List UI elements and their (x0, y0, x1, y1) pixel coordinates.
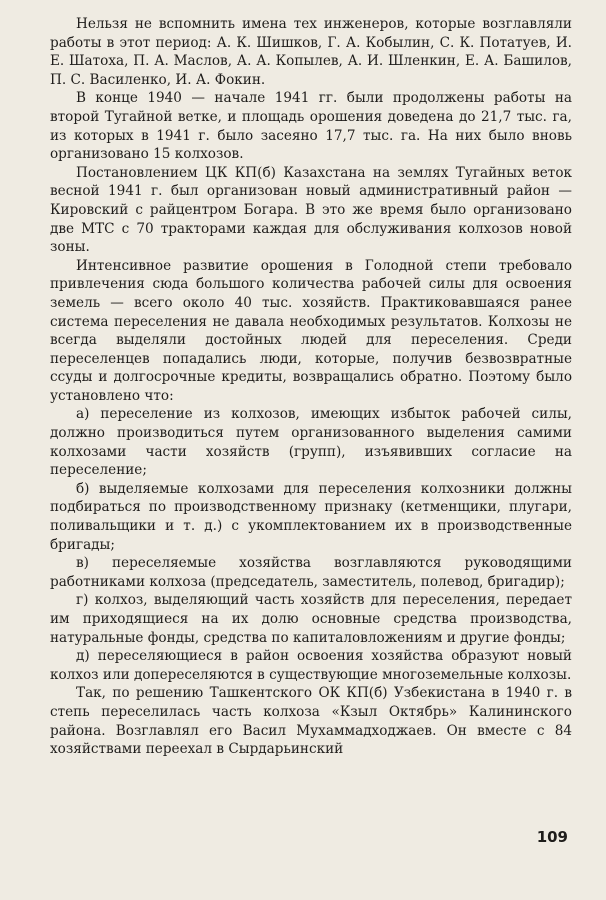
paragraph-resettlement: Интенсивное развитие орошения в Голодной степи требовало привлечения сюда большого количества рабочей силы для освоения земель — всего около 40 тыс. хозяйств. Практиковавшаяся ранее система переселения не давала необходимых результатов. Колхозы не всегда выделяли достойных людей для переселения. Среди переселенцев попадались люди, которые, получив безвозвратные ссуды и долгосрочные кредиты, возвращались обратно. Поэтому было установлено что: (50, 257, 572, 404)
list-item-b: б) выделяемые колхозами для переселения колхозники должны подбираться по производственному признаку (кетменщики, плугари, поливальщики и т. д.) с укомплектованием их в производственные бригады; (50, 480, 572, 553)
page-number: 109 (536, 828, 568, 846)
list-item-v: в) переселяемые хозяйства возглавляются руководящими работниками колхоза (председатель, заместитель, полевод, бригадир); (50, 555, 572, 590)
list-item-d: д) переселяющиеся в район освоения хозяйства образуют новый колхоз или допереселяются в существующие многоземельные колхозы. (50, 648, 572, 683)
paragraph-engineers: Нельзя не вспомнить имена тех инженеров, которые возглавляли работы в этот период: А. К. Шишков, Г. А. Кобылин, С. К. Потатуев, И. Е. Шатоха, П. А. Маслов, А. А. Копылев, А. И. Шленкин, Е. А. Башилов, П. С. Василенко, И. А. Фокин. (50, 16, 572, 88)
body-text (50, 15, 572, 759)
list-item-g: г) колхоз, выделяющий часть хозяйств для переселения, передает им приходящиеся на их долю основные средства производства, натуральные фонды, средства по капиталовложениям и другие фонды; (50, 592, 572, 646)
paragraph-kirov-district: Постановлением ЦК КП(б) Казахстана на землях Тугайных веток весной 1941 г. был организован новый административный район — Кировский с райцентром Богара. В это же время было организовано две МТС с 70 тракторами каждая для обслуживания колхозов новой зоны. (50, 164, 572, 256)
paragraph-tugai-branch: В конце 1940 — начале 1941 гг. были продолжены работы на второй Тугайной ветке, и площадь орошения доведена до 21,7 тыс. га, из которых в 1941 г. было засеяно 17,7 тыс. га. На них было вновь организовано 15 колхозов. (50, 90, 572, 163)
list-item-a: а) переселение из колхозов, имеющих избыток рабочей силы, должно производиться путем организованного выделения самими колхозами части хозяйств (групп), изъявивших согласие на переселение; (50, 406, 572, 479)
paragraph-kzyl-oktyabr: Так, по решению Ташкентского ОК КП(б) Узбекистана в 1940 г. в степь переселилась часть колхоза «Кзыл Октябрь» Калининского района. Возглавлял его Васил Мухаммадходжаев. Он вместе с 84 хозяйствами переехал в Сырдарьинский (50, 685, 572, 758)
